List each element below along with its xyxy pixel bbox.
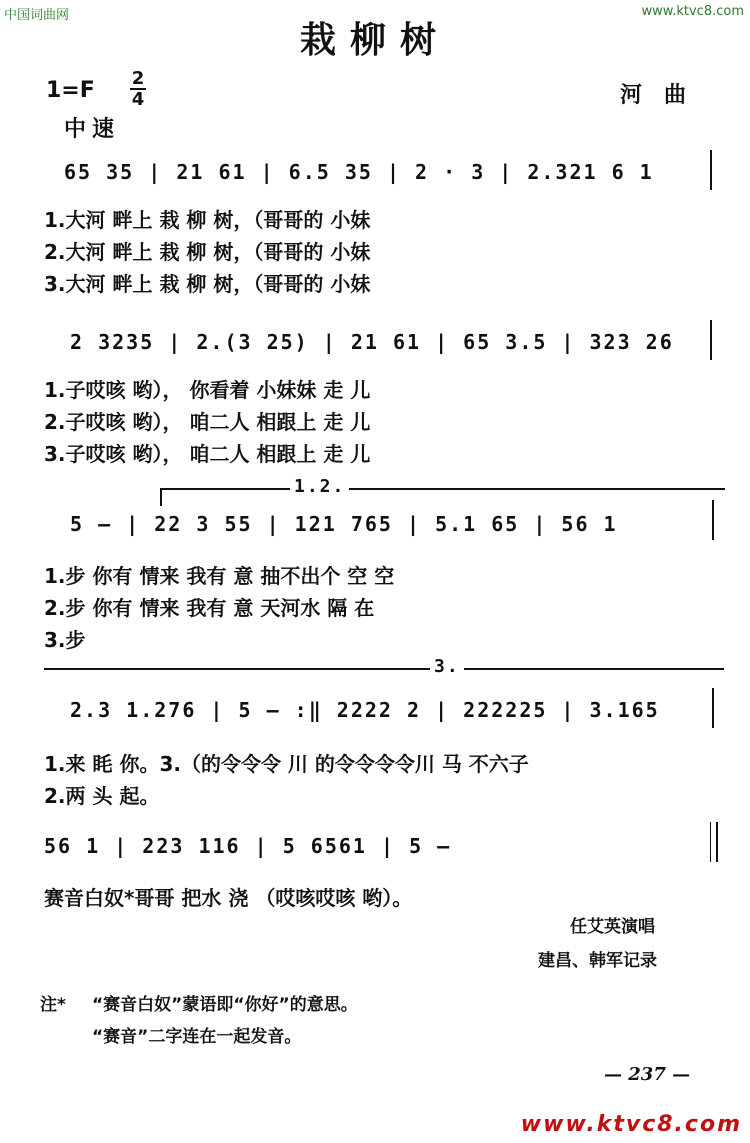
system-1-notes: 65 35 | 21 61 | 6.5 35 | 2 · 3 | 2.321 6 1 [64,160,654,184]
system-2-lyric-1: 1.子哎咳 哟）， 你看着 小妹妹 走 儿 [44,378,371,402]
system-5-final-bar [716,822,718,862]
system-3-lyric-3: 3.步 [44,628,86,652]
footnote-line-2: “赛音”二字连在一起发音。 [92,1027,302,1047]
system-1-lyric-2: 2.大河 畔上 栽 柳 树，（哥哥的 小妹 [44,240,371,264]
volta-bracket-1-2 [160,488,725,490]
system-4-lyric-2: 2.两 头 起。 [44,784,160,808]
volta-bracket-3 [44,668,724,670]
system-3-lyric-2: 2.步 你有 情来 我有 意 天河水 隔 在 [44,596,375,620]
system-1-lyric-3: 3.大河 畔上 栽 柳 树，（哥哥的 小妹 [44,272,371,296]
time-signature [130,70,146,108]
song-title: 栽柳树 [299,19,450,61]
watermark-left: 中国词曲网 [4,8,70,23]
page-number: — 237 — [604,1064,691,1085]
system-5-lyric-1: 赛音白奴*哥哥 把水 浇 （哎咳哎咳 哟）。 [44,886,413,910]
system-2-lyric-3: 3.子哎咳 哟）， 咱二人 相跟上 走 儿 [44,442,371,466]
system-5-notes: 56 1 | 223 116 | 5 6561 | 5 — [44,834,452,858]
tempo-marking: 中速 [64,117,121,142]
watermark-right: www.ktvc8.com [641,4,744,19]
system-2-end-bar [710,320,712,360]
system-1-lyric-1: 1.大河 畔上 栽 柳 树，（哥哥的 小妹 [44,208,371,232]
footnote-line-1: “赛音白奴”蒙语即“你好”的意思。 [92,995,358,1015]
system-4-lyric-1: 1.来 眊 你。3.（的令令令 川 的令令令令川 马 不六子 [44,752,529,776]
system-4-end-bar [712,688,714,728]
watermark-bottom: www.ktvc8.com [520,1112,742,1137]
footnote-label: 注* [40,995,66,1015]
time-signature-top: 2 [131,68,145,89]
volta-bracket-1-2-hook [160,488,162,506]
system-4-notes: 2.3 1.276 | 5 — :‖ 2222 2 | 222225 | 3.165 [70,698,660,722]
volta-label-3: 3. [430,656,464,677]
credit-recorder: 建昌、韩军记录 [538,951,657,971]
system-2-notes: 2 3235 | 2.(3 25) | 21 61 | 65 3.5 | 323 26 [70,330,674,354]
credit-singer: 任艾英演唱 [570,917,655,937]
system-3-end-bar [712,500,714,540]
system-3-lyric-1: 1.步 你有 情来 我有 意 抽不出个 空 空 [44,564,395,588]
system-3-notes: 5 — | 22 3 55 | 121 765 | 5.1 65 | 56 1 [70,512,618,536]
system-5-final-bar-thin [710,822,711,862]
key-signature: 1=F [46,78,95,103]
system-2-lyric-2: 2.子哎咳 哟）， 咱二人 相跟上 走 儿 [44,410,371,434]
time-signature-bottom: 4 [131,89,145,110]
system-1-end-bar [710,150,712,190]
song-origin: 河曲 [620,83,709,108]
volta-label-1-2: 1.2. [290,476,349,497]
